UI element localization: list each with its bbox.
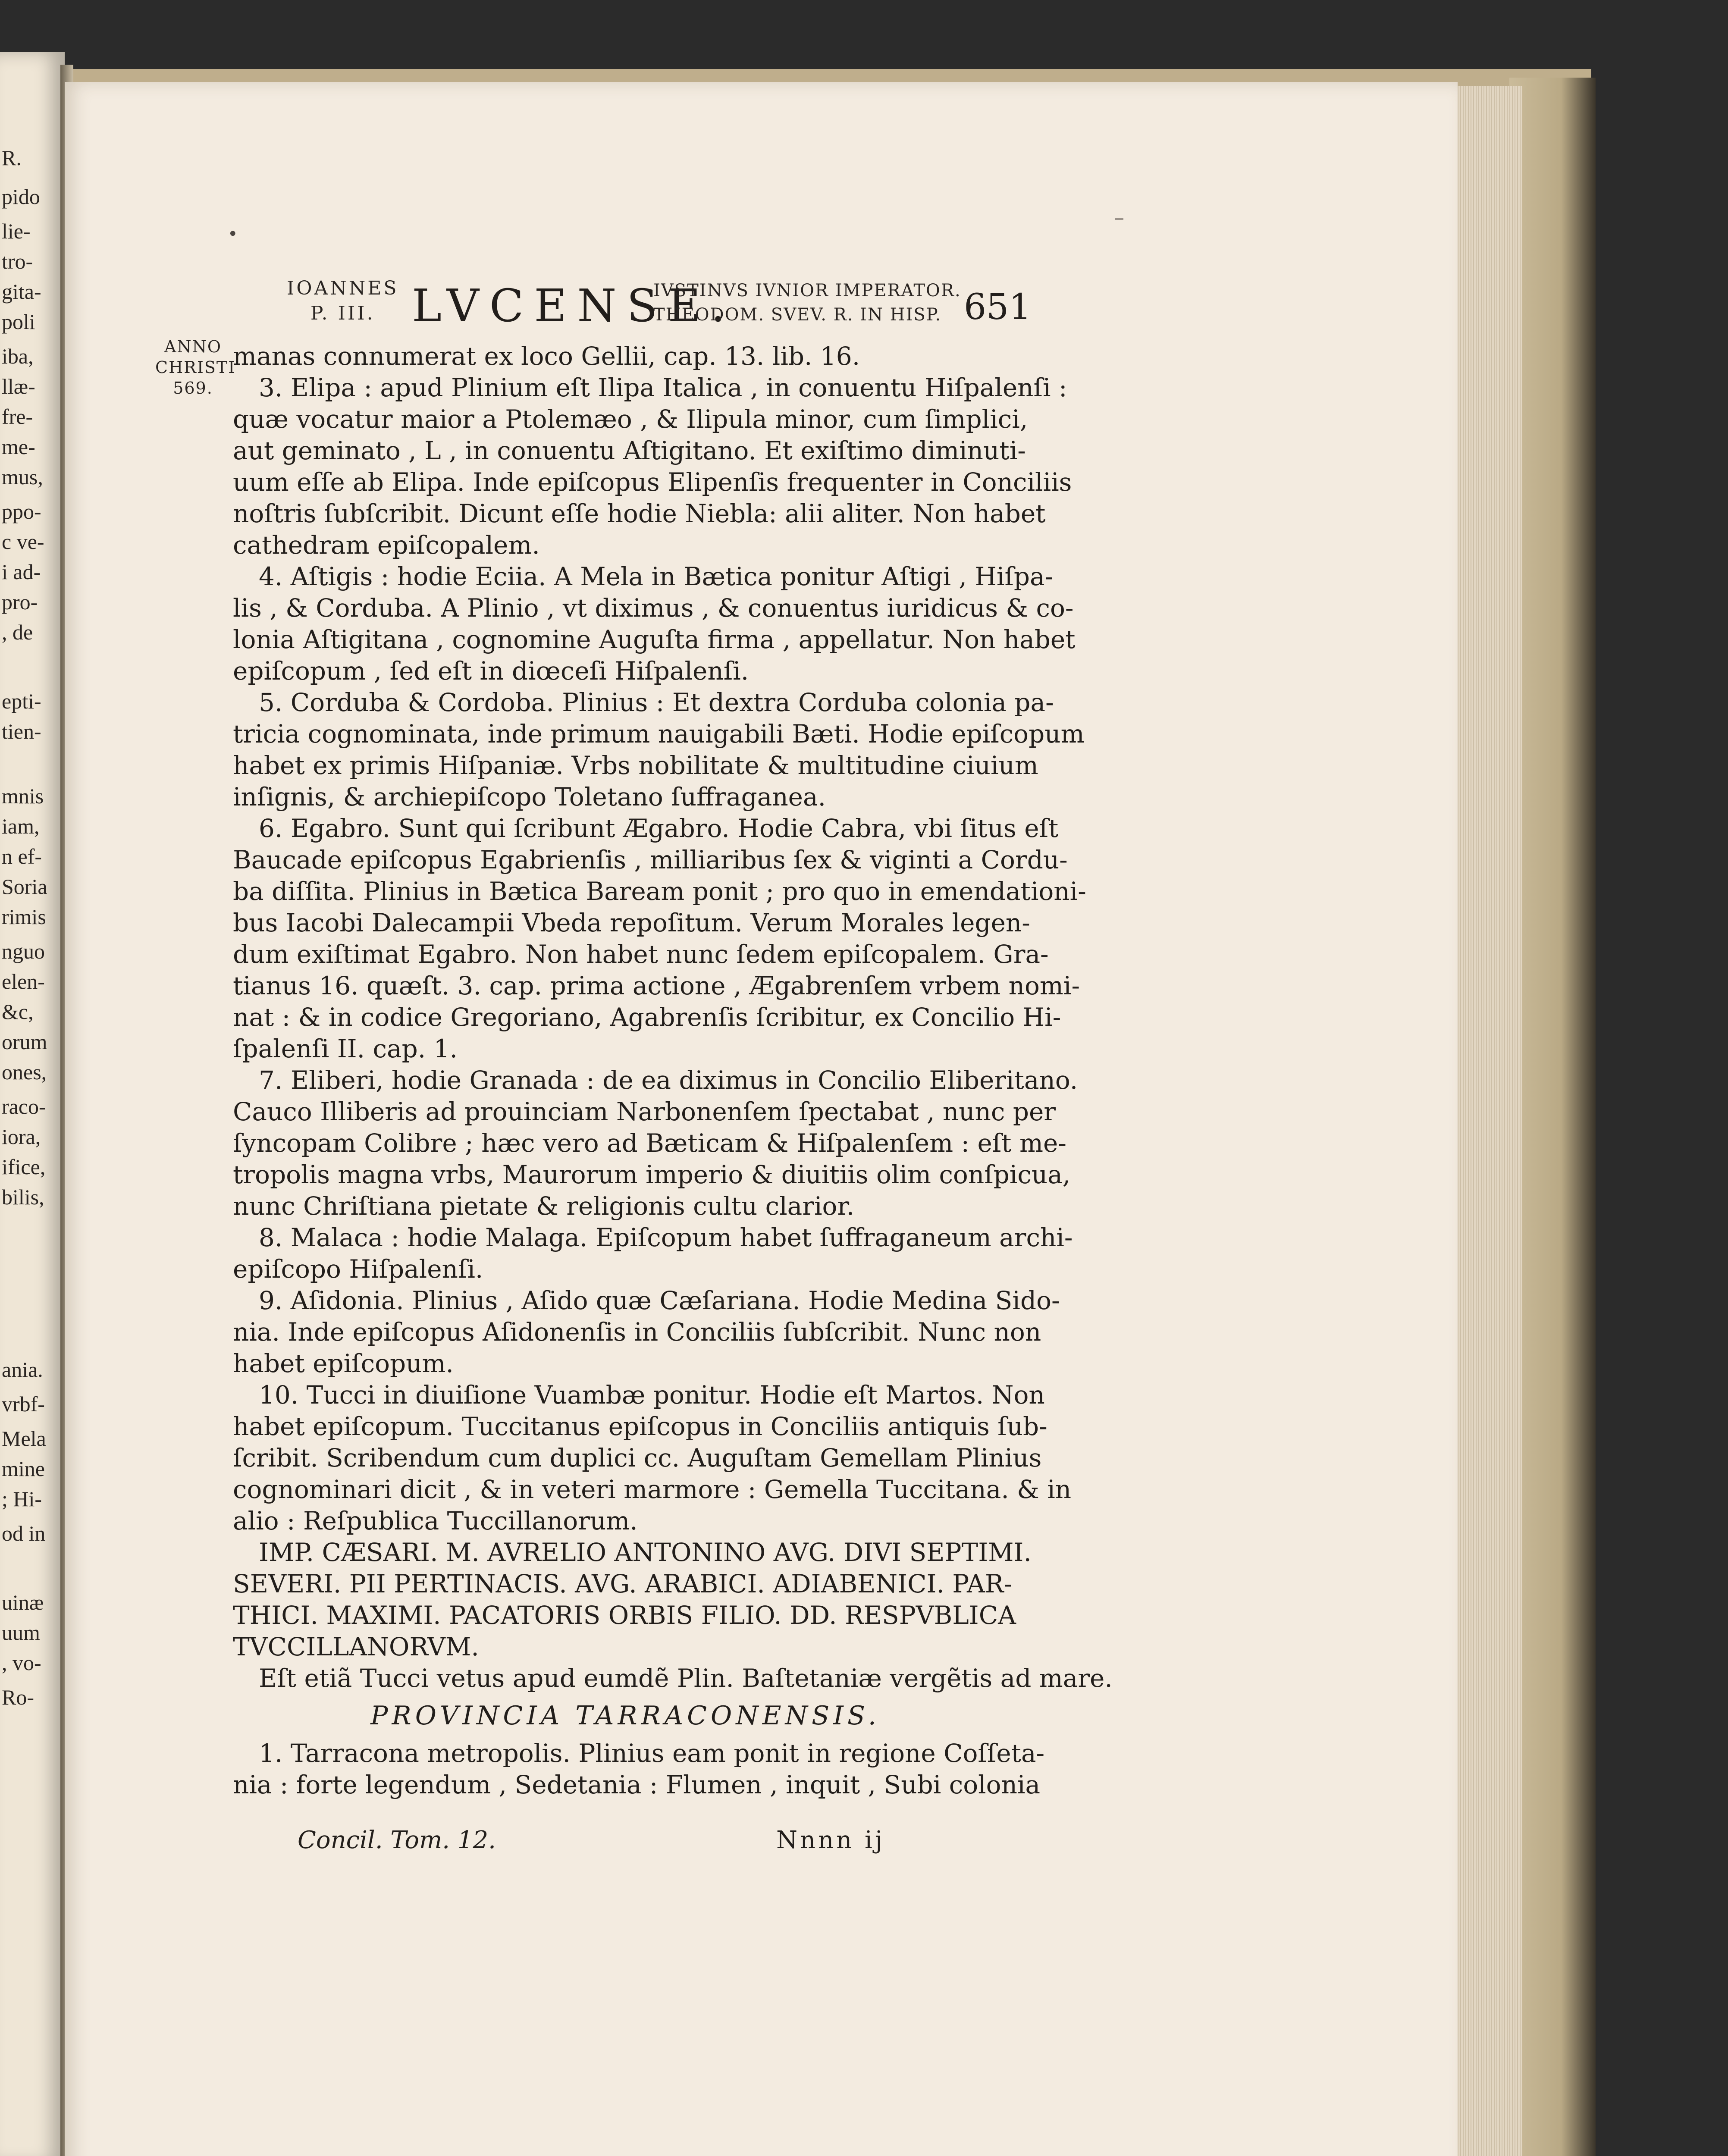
running-head-title: LVCENSE.: [412, 279, 736, 332]
left-page-fragment: pro-: [2, 590, 38, 614]
text-line: habet epiſcopum. Tuccitanus epiſcopus in Conciliis antiquis ſub-: [233, 1412, 1047, 1441]
left-page-fragment: rimis: [2, 905, 46, 929]
left-page-fragment: gita-: [2, 279, 41, 304]
text-line: 5. Corduba & Cordoba. Plinius : Et dextra Corduba colonia pa-: [259, 688, 1054, 717]
text-line: 3. Elipa : apud Plinium eſt Ilipa Italica , in conuentu Hiſpalenſi :: [259, 373, 1067, 402]
left-page-fragment: me-: [2, 435, 35, 459]
left-page-fragment: ppo-: [2, 499, 41, 523]
text-line: Cauco Illiberis ad prouinciam Narbonenſem ſpectabat , nunc per: [233, 1097, 1056, 1126]
page-edges: [1453, 86, 1522, 2156]
text-line: ſcribit. Scribendum cum duplici cc. Auguſtam Gemellam Plinius: [233, 1443, 1042, 1473]
text-line: THICI. MAXIMI. PACATORIS ORBIS FILIO. DD. RESPVBLICA: [233, 1601, 1016, 1630]
left-page-edge: [0, 52, 65, 2156]
left-page-fragment: fre-: [2, 404, 33, 429]
text-line: uum eſſe ab Elipa. Inde epiſcopus Elipenſis frequenter in Conciliis: [233, 467, 1072, 497]
section-heading: PROVINCIA TARRACONENSIS.: [370, 1701, 880, 1731]
left-page-fragment: R.: [2, 146, 22, 170]
left-page-fragment: orum: [2, 1030, 47, 1054]
text-line: IMP. CÆSARI. M. AVRELIO ANTONINO AVG. DIVI SEPTIMI.: [259, 1538, 1032, 1567]
left-page-fragment: tro-: [2, 249, 33, 273]
left-page-fragment: ifice,: [2, 1155, 46, 1179]
left-page-fragment: Soria: [2, 874, 47, 899]
text-line: habet ex primis Hiſpaniæ. Vrbs nobilitate & multitudine ciuium: [233, 751, 1038, 780]
text-line: lis , & Corduba. A Plinio , vt diximus , & conuentus iuridicus & co-: [233, 593, 1074, 623]
text-line: epiſcopum , ſed eſt in diœceſi Hiſpalenſi.: [233, 656, 749, 686]
text-line: nia : forte legendum , Sedetania : Flumen , inquit , Subi colonia: [233, 1770, 1041, 1799]
left-page-fragment: uum: [2, 1620, 40, 1645]
left-page-fragment: ; Hi-: [2, 1487, 42, 1511]
left-page-fragment: iam,: [2, 814, 40, 838]
page-footer: [298, 1826, 944, 1861]
left-page-fragment: elen-: [2, 969, 45, 993]
left-page-fragment: od in: [2, 1521, 46, 1545]
text-line: alio : Reſpublica Tuccillanorum.: [233, 1506, 638, 1536]
left-page-fragment: , de: [2, 620, 33, 644]
footer-quire-mark: Nnnn ij: [776, 1826, 885, 1854]
text-line: lonia Aſtigitana , cognomine Auguſta firma , appellatur. Non habet: [233, 625, 1076, 654]
text-line: manas connumerat ex loco Gellii, cap. 13. lib. 16.: [233, 342, 860, 371]
page-number: 651: [964, 287, 1032, 328]
text-line: nat : & in codice Gregoriano, Agabrenſis ſcribitur, ex Concilio Hi-: [233, 1003, 1061, 1032]
left-page-fragment: ania.: [2, 1357, 43, 1382]
left-page-fragment: n ef-: [2, 844, 42, 868]
left-page-fragment: i ad-: [2, 560, 41, 584]
ink-mark: [1115, 218, 1123, 220]
text-line: quæ vocatur maior a Ptolemæo , & Ilipula minor, cum ſimplici,: [233, 404, 1028, 434]
text-line: bus Iacobi Dalecampii Vbeda repoſitum. Verum Morales legen-: [233, 908, 1030, 937]
text-line: 1. Tarracona metropolis. Plinius eam ponit in regione Coſſeta-: [259, 1739, 1045, 1768]
text-line: 8. Malaca : hodie Malaga. Epiſcopum habet ſuffraganeum archi-: [259, 1223, 1073, 1252]
left-page-fragment: Mela: [2, 1426, 46, 1451]
running-head-left-line1: IOANNES: [287, 277, 399, 299]
left-page-fragment: , vo-: [2, 1651, 41, 1675]
body-text: [233, 341, 1113, 1801]
text-line: ſpalenſi II. cap. 1.: [233, 1034, 458, 1063]
text-line: noſtris ſubſcribit. Dicunt eſſe hodie Niebla: alii aliter. Non habet: [233, 499, 1046, 528]
left-page-fragment: vrbf-: [2, 1392, 45, 1416]
ink-mark: •: [228, 224, 238, 244]
left-page-fragment: raco-: [2, 1094, 46, 1119]
text-line: 9. Aſidonia. Plinius , Aſido quæ Cæſariana. Hodie Medina Sido-: [259, 1286, 1060, 1315]
text-line: inſignis, & archiepiſcopo Toletano ſuffraganea.: [233, 782, 826, 812]
text-line: 10. Tucci in diuiſione Vuambæ ponitur. Hodie eſt Martos. Non: [259, 1380, 1045, 1410]
text-line: 4. Aſtigis : hodie Eciia. A Mela in Bætica ponitur Aſtigi , Hiſpa-: [259, 562, 1054, 591]
text-line: tricia cognominata, inde primum nauigabili Bæti. Hodie epiſcopum: [233, 719, 1085, 749]
left-page-fragment: bilis,: [2, 1185, 44, 1209]
left-page-fragment: mine: [2, 1457, 45, 1481]
text-line: ſyncopam Colibre ; hæc vero ad Bæticam & Hiſpalenſem : eſt me-: [233, 1128, 1066, 1158]
running-head-left: [287, 276, 399, 326]
text-line: tianus 16. quæſt. 3. cap. prima actione , Ægabrenſem vrbem nomi-: [233, 971, 1080, 1000]
left-page-fragment: mus,: [2, 465, 43, 489]
left-page-fragment: uinæ: [2, 1590, 44, 1614]
text-line: cognominari dicit , & in veteri marmore : Gemella Tuccitana. & in: [233, 1475, 1072, 1504]
left-page-fragment: c ve-: [2, 530, 44, 554]
text-line: 7. Eliberi, hodie Granada : de ea diximus in Concilio Eliberitano.: [259, 1065, 1078, 1095]
text-line: nia. Inde epiſcopus Aſidonenſis in Conciliis ſubſcribit. Nunc non: [233, 1317, 1041, 1347]
book-cover-right: [1509, 78, 1596, 2156]
left-page-fragment: iora,: [2, 1125, 41, 1149]
text-line: ba diſſita. Plinius in Bætica Baream ponit ; pro quo in emendationi-: [233, 877, 1086, 906]
text-line: TVCCILLANORVM.: [233, 1632, 479, 1661]
footer-signature: Concil. Tom. 12.: [298, 1826, 496, 1854]
left-page-fragment: nguo: [2, 939, 45, 963]
left-page-fragment: Ro-: [2, 1685, 34, 1709]
text-line: 6. Egabro. Sunt qui ſcribunt Ægabro. Hodie Cabra, vbi ſitus eſt: [259, 814, 1059, 843]
text-line: Eſt etiã Tucci vetus apud eumdẽ Plin. Baſtetaniæ vergẽtis ad mare.: [259, 1664, 1113, 1693]
left-page-fragment: tien-: [2, 719, 41, 743]
left-page-fragment: epti-: [2, 689, 41, 713]
running-head-left-line2: P. III.: [310, 302, 375, 324]
left-page-fragment: &c,: [2, 1000, 34, 1024]
text-line: tropolis magna vrbs, Maurorum imperio & diuitiis olim conſpicua,: [233, 1160, 1071, 1189]
text-line: cathedram epiſcopalem.: [233, 530, 540, 560]
running-head-right-line2: THEODOM. SVEV. R. IN HISP.: [653, 305, 942, 325]
left-page-fragment: ones,: [2, 1060, 47, 1084]
left-page-fragment: iba,: [2, 344, 34, 368]
running-head-right-line1: IVSTINVS IVNIOR IMPERATOR.: [653, 281, 961, 301]
left-page-fragment: pido: [2, 185, 40, 209]
running-head-right: [653, 279, 961, 327]
text-line: aut geminato , L , in conuentu Aſtigitano. Et exiſtimo diminuti-: [233, 436, 1026, 465]
left-page-fragment: poli: [2, 310, 35, 334]
text-line: dum exiſtimat Egabro. Non habet nunc ſedem epiſcopalem. Gra-: [233, 940, 1049, 969]
left-page-fragment: lie-: [2, 219, 31, 243]
text-line: SEVERI. PII PERTINACIS. AVG. ARABICI. ADIABENICI. PAR-: [233, 1569, 1013, 1598]
text-line: habet epiſcopum.: [233, 1349, 454, 1378]
text-line: Baucade epiſcopus Egabrienſis , milliaribus ſex & viginti a Cordu-: [233, 845, 1068, 874]
running-head: [287, 276, 1033, 341]
text-line: nunc Chriſtiana pietate & religionis cultu clarior.: [233, 1191, 855, 1221]
text-line: epiſcopo Hiſpalenſi.: [233, 1254, 483, 1284]
left-page-fragment: mnis: [2, 784, 44, 808]
left-page-fragment: llæ-: [2, 374, 35, 398]
margin-note-year: ANNO CHRISTI 569.: [155, 337, 236, 398]
